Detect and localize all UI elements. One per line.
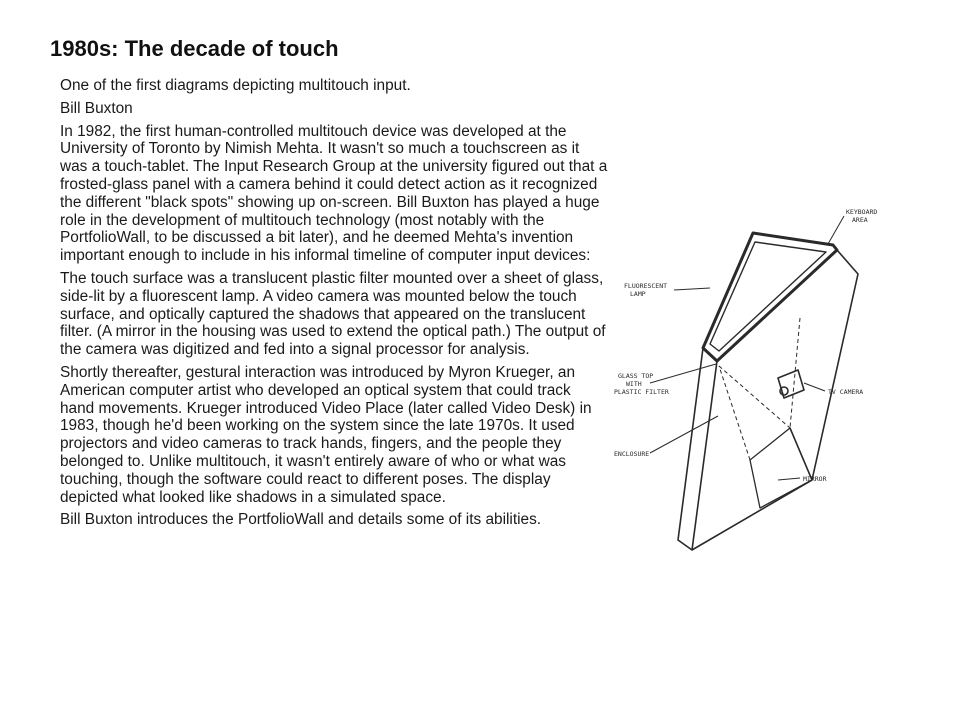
paragraph-krueger: Shortly thereafter, gestural interaction was introduced by Myron Krueger, an American computer artist who developed an optical system that could track hand movements. Krueger introduced Video Place (later called Video Desk) in 1983, though he'd been working on the system since the late 1970s. It used projectors and video cameras to track hands, fingers, and the people they belonged to. Unlike multitouch, it wasn't entirely aware of who or what was touching, though the software could react to different poses. The display depicted what looked like shadows in a simulated space. <box>60 363 592 506</box>
leader-camera <box>804 383 825 391</box>
leader-lamp <box>674 288 710 290</box>
paragraph-portfoliowall: Bill Buxton introduces the PortfolioWall and details some of its abilities. <box>60 511 542 529</box>
slide-title: 1980s: The decade of touch <box>50 36 339 61</box>
label-with: WITH <box>626 380 642 388</box>
enclosure-bottom <box>692 480 812 550</box>
leader-keyboard <box>828 216 844 244</box>
label-area: AREA <box>852 216 868 224</box>
paragraph-caption: One of the first diagrams depicting multitouch input. <box>60 77 411 94</box>
label-plastic-filter: PLASTIC FILTER <box>614 388 669 396</box>
multitouch-diagram-drawing <box>600 178 890 558</box>
label-lamp: LAMP <box>630 290 646 298</box>
glass-top-frame <box>703 233 837 361</box>
label-fluorescent: FLUORESCENT <box>624 282 668 290</box>
leader-mirror <box>778 478 800 480</box>
label-keyboard: KEYBOARD <box>846 208 878 216</box>
paragraph-mehta: In 1982, the first human-controlled multitouch device was developed at the University of Toronto by Nimish Mehta. It wasn't so much a touchscreen as it was a touch-tablet. The Input Research Group at the university figured out that a frosted-glass panel with a camera behind it could detect action as it recognized the different "black spots" showing up on-screen. Bill Buxton has played a huge role in the development of multitouch technology (most notably with the PortfolioWall, to be discussed a bit later), and he deemed Mehta's invention important enough to include in his informal timeline of computer input devices: <box>60 122 608 265</box>
label-camera: TV CAMERA <box>828 388 864 396</box>
leader-glass <box>650 364 716 383</box>
body-text <box>60 77 608 717</box>
paragraph-touch-surface: The touch surface was a translucent plastic filter mounted over a sheet of glass, side-lit by a fluorescent lamp. A video camera was mounted below the touch surface, and optically captured the shadows that appeared on the translucent filter. (A mirror in the housing was used to extend the optical path.) The output of the camera was digitized and fed into a signal processor for analysis. <box>60 269 606 359</box>
enclosure-left-side <box>678 348 717 550</box>
multitouch-diagram <box>600 178 890 558</box>
paragraph-credit: Bill Buxton <box>60 99 133 117</box>
label-enclosure: ENCLOSURE <box>614 450 650 458</box>
mirror-surface <box>750 428 812 508</box>
label-glass-top: GLASS TOP <box>618 372 654 380</box>
glass-top-inner <box>710 242 826 351</box>
label-mirror: MIRROR <box>803 475 827 483</box>
